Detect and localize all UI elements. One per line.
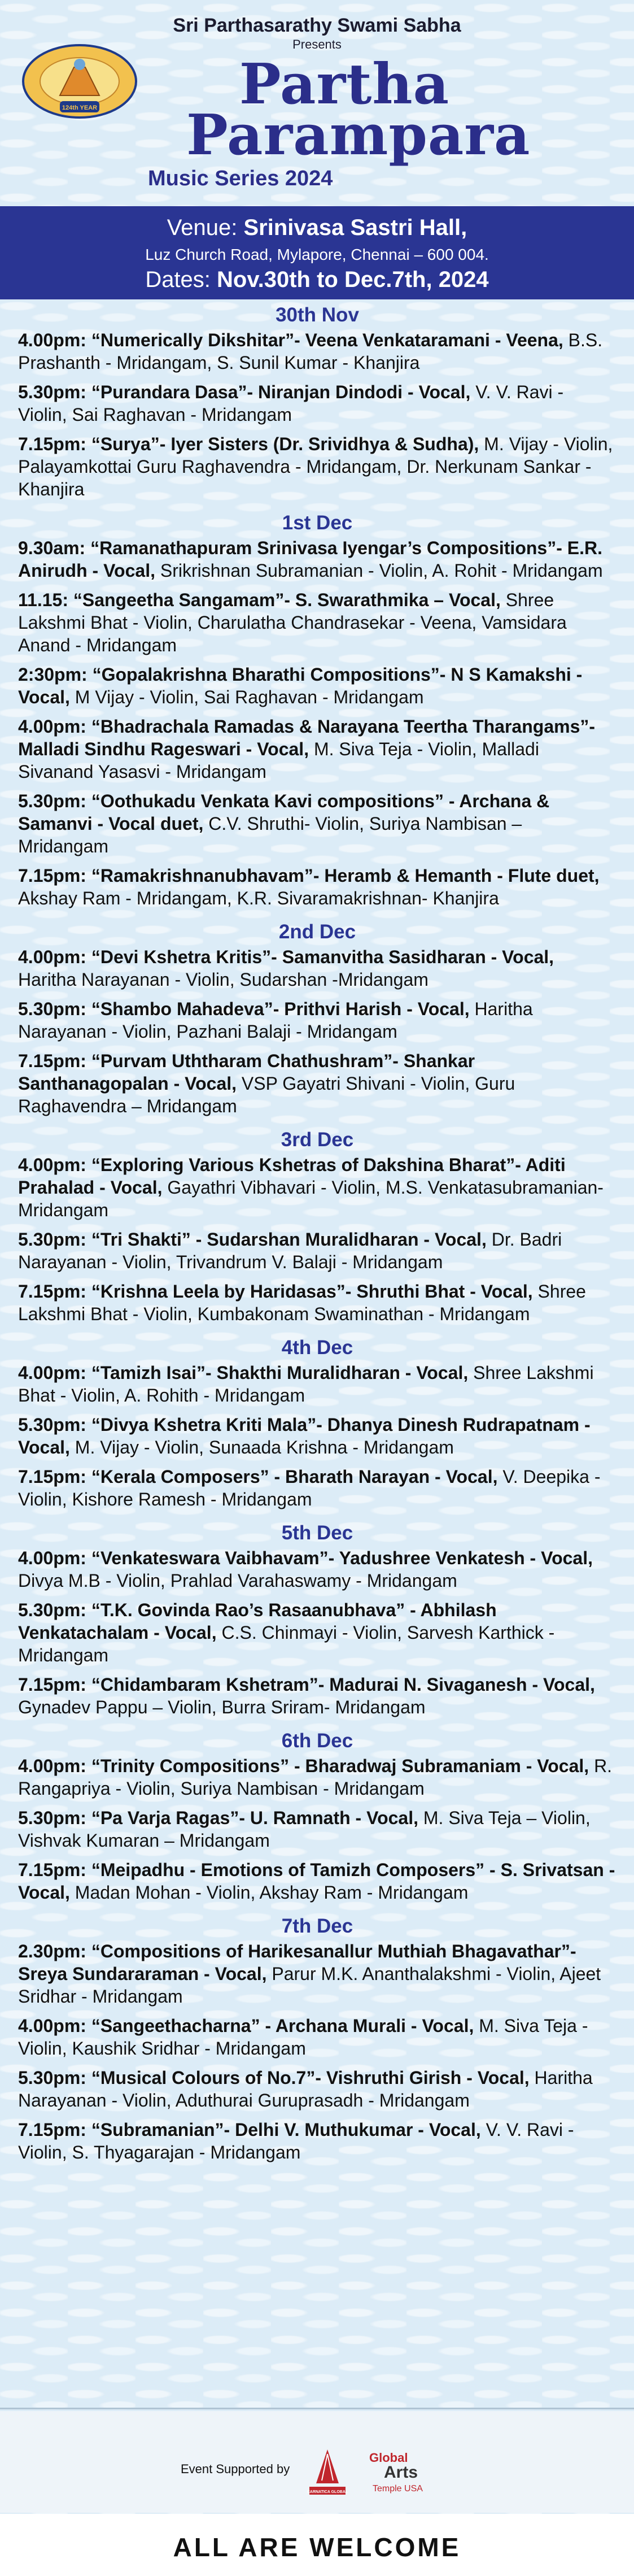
event-accompanists: Parur M.K. Ananthalakshmi - Violin, Ajeet Sridhar - Mridangam [18,1964,601,2007]
event-item [18,1859,616,1904]
event-title: 4.00pm: “Bhadrachala Ramadas & Narayana Teertha Tharangams”- Malladi Sindhu Rageswari - Vocal, [18,716,596,759]
event-accompanists: M. Siva Teja - Violin, Kaushik Sridhar - Mridangam [18,2016,588,2059]
event-accompanists: V. Deepika - Violin, Kishore Ramesh - Mridangam [18,1467,601,1509]
event-item [18,381,616,426]
title-line-2: Parampara [186,103,531,168]
event-item [18,1280,616,1325]
event-item [18,1807,616,1852]
day-section [18,1332,616,1511]
event-title: 9.30am: “Ramanathapuram Srinivasa Iyengar’s Compositions”- E.R. Anirudh - Vocal, [18,538,602,581]
day-title: 3rd Dec [281,1129,354,1151]
sabha-logo [20,42,139,121]
event-title: 7.15pm: “Purvam Uththaram Chathushram”- Shankar Santhanagopalan - Vocal, [18,1051,475,1094]
event-item [18,998,616,1043]
event-accompanists: M. Vijay - Violin, Palayamkottai Guru Raghavendra - Mridangam, Dr. Nerkunam Sankar - Khanjira [18,434,613,499]
program-schedule [18,299,616,2170]
title-line-1: Partha [239,52,450,117]
venue-band [0,206,634,299]
day-section [18,507,616,910]
dates-value: Nov.30th to Dec.7th, 2024 [217,267,489,292]
event-title: 5.30pm: “Musical Colours of No.7”- Vishruthi Girish - Vocal, [18,2068,530,2088]
header [0,0,634,206]
carnatica-label: CARNATICA GLOBAL [307,2490,348,2494]
event-accompanists: M. Siva Teja – Violin, Vishvak Kumaran – Mridangam [18,1808,591,1851]
event-accompanists: Gynadev Pappu – Violin, Burra Sriram- Mridangam [18,1697,426,1717]
event-title: 5.30pm: “Purandara Dasa”- Niranjan Dindodi - Vocal, [18,382,471,402]
event-item [18,1050,616,1117]
day-title: 2nd Dec [278,921,356,943]
global-arts-line-2: Arts [384,2463,418,2482]
dates-label: Dates: [145,267,217,292]
event-accompanists: M Vijay - Violin, Sai Raghavan - Mridangam [69,687,424,707]
event-item [18,1413,616,1459]
event-item [18,1361,616,1407]
event-accompanists: Madan Mohan - Violin, Akshay Ram - Mridangam [69,1882,469,1903]
page-title [186,52,531,168]
welcome-band [0,2514,634,2576]
event-item [18,1673,616,1718]
global-arts-line-3: Temple USA [373,2484,423,2494]
event-item [18,2118,616,2164]
event-item [18,2014,616,2060]
event-item [18,663,616,708]
event-item [18,790,616,858]
supported-by-label: Event Supported by [181,2462,290,2476]
sabha-name: Sri Parthasarathy Swami Sabha [173,15,461,36]
venue-address: Luz Church Road, Mylapore, Chennai – 600 004. [145,246,489,263]
event-title: 7.15pm: “Meipadhu - Emotions of Tamizh Composers” - S. Srivatsan - Vocal, [18,1860,615,1903]
venue-line [0,215,634,241]
event-accompanists: Haritha Narayanan - Violin, Aduthurai Guruprasadh - Mridangam [18,2068,593,2111]
event-title: 4.00pm: “Trinity Compositions” - Bharadwaj Subramaniam - Vocal, [18,1756,589,1776]
event-accompanists: Gayathri Vibhavari - Violin, M.S. Venkatasubramanian- Mridangam [18,1177,604,1220]
event-title: 5.30pm: “T.K. Govinda Rao’s Rasaanubhava” - Abhilash Venkatachalam - Vocal, [18,1600,497,1643]
event-title: 5.30pm: “Oothukadu Venkata Kavi compositions” - Archana & Samanvi - Vocal duet, [18,791,550,834]
event-item [18,1940,616,2008]
event-accompanists: Shree Lakshmi Bhat - Violin, Kumbakonam Swaminathan - Mridangam [18,1281,586,1324]
event-title: 5.30pm: “Divya Kshetra Kriti Mala”- Dhanya Dinesh Rudrapatnam - Vocal, [18,1415,591,1457]
event-title: 4.00pm: “Sangeethacharna” - Archana Murali - Vocal, [18,2016,474,2036]
event-title: 7.15pm: “Krishna Leela by Haridasas”- Shruthi Bhat - Vocal, [18,1281,533,1302]
event-accompanists: V. V. Ravi - Violin, Sai Raghavan - Mridangam [18,382,564,425]
event-accompanists: M. Vijay - Violin, Sunaada Krishna - Mridangam [69,1437,454,1457]
event-title: 4.00pm: “Devi Kshetra Kritis”- Samanvitha Sasidharan - Vocal, [18,947,554,967]
day-section [18,916,616,1117]
day-section [18,1725,616,1904]
event-item [18,1547,616,1592]
day-title: 7th Dec [281,1915,353,1937]
event-item [18,1154,616,1221]
event-title: 5.30pm: “Pa Varja Ragas”- U. Ramnath - Vocal, [18,1808,418,1828]
event-title: 4.00pm: “Venkateswara Vaibhavam”- Yadushree Venkatesh - Vocal, [18,1548,593,1568]
presents-text: Presents [292,37,342,51]
event-item [18,946,616,991]
event-accompanists: Divya M.B - Violin, Prahlad Varahaswamy - Mridangam [18,1570,457,1591]
event-accompanists: Haritha Narayanan - Violin, Pazhani Balaji - Mridangam [18,999,533,1042]
subtitle: Music Series 2024 [148,167,333,190]
event-title: 11.15: “Sangeetha Sangamam”- S. Swarathmika – Vocal, [18,590,501,610]
day-title: 30th Nov [276,304,359,326]
logo-badge: 124th YEAR [62,105,98,111]
event-item [18,433,616,501]
event-item [18,715,616,783]
event-accompanists: R. Rangapriya - Violin, Suriya Nambisan - Mridangam [18,1756,613,1799]
event-title: 4.00pm: “Tamizh Isai”- Shakthi Muralidharan - Vocal, [18,1363,469,1383]
event-accompanists: Dr. Badri Narayanan - Violin, Trivandrum V. Balaji - Mridangam [18,1229,562,1272]
event-accompanists: C.S. Chinmayi - Violin, Sarvesh Karthick - Mridangam [18,1622,555,1665]
event-title: 7.15pm: “Subramanian”- Delhi V. Muthukumar - Vocal, [18,2120,481,2140]
day-section [18,1124,616,1325]
footer [0,2411,634,2513]
global-arts-logo [367,2445,452,2496]
day-section [18,299,616,501]
event-title: 7.15pm: “Kerala Composers” - Bharath Narayan - Vocal, [18,1467,498,1487]
day-section [18,1911,616,2164]
event-accompanists: B.S. Prashanth - Mridangam, S. Sunil Kumar - Khanjira [18,330,603,373]
event-item [18,864,616,910]
event-title: 7.15pm: “Chidambaram Kshetram”- Madurai N. Sivaganesh - Vocal, [18,1674,595,1695]
event-accompanists: VSP Gayatri Shivani - Violin, Guru Raghavendra – Mridangam [18,1073,515,1116]
event-title: 7.15pm: “Ramakrishnanubhavam”- Heramb & Hemanth - Flute duet, [18,865,600,886]
event-item [18,329,616,374]
event-title: 4.00pm: “Exploring Various Kshetras of Dakshina Bharat”- Aditi Prahalad - Vocal, [18,1155,566,1198]
venue-label: Venue: [167,215,244,240]
event-item [18,2066,616,2112]
event-title: 2:30pm: “Gopalakrishna Bharathi Compositions”- N S Kamakshi - Vocal, [18,664,583,707]
global-arts-line-1: Global [369,2451,408,2465]
event-item [18,537,616,582]
event-accompanists: Shree Lakshmi Bhat - Violin, Charulatha Chandrasekar - Veena, Vamsidara Anand - Mridangam [18,590,567,655]
event-accompanists: Srikrishnan Subramanian - Violin, A. Rohit - Mridangam [155,560,603,581]
event-item [18,1465,616,1511]
event-accompanists: M. Siva Teja - Violin, Malladi Sivanand Yasasvi - Mridangam [18,739,539,782]
event-accompanists: Akshay Ram - Mridangam, K.R. Sivaramakrishnan- Khanjira [18,888,499,908]
welcome-text: ALL ARE WELCOME [173,2533,461,2562]
event-item [18,1755,616,1800]
event-title: 4.00pm: “Numerically Dikshitar”- Veena Venkataramani - Veena, [18,330,563,350]
footer-divider [0,2408,634,2409]
carnatica-logo [305,2444,350,2500]
event-accompanists: Haritha Narayanan - Violin, Sudarshan -Mridangam [18,969,429,990]
event-accompanists: C.V. Shruthi- Violin, Suriya Nambisan – Mridangam [18,813,522,856]
venue-hall: Srinivasa Sastri Hall, [243,215,467,240]
event-item [18,1599,616,1666]
day-title: 6th Dec [281,1730,353,1752]
event-title: 5.30pm: “Tri Shakti” - Sudarshan Muralidharan - Vocal, [18,1229,487,1250]
event-title: 5.30pm: “Shambo Mahadeva”- Prithvi Harish - Vocal, [18,999,470,1019]
event-item [18,1228,616,1273]
day-title: 1st Dec [282,512,353,534]
day-title: 4th Dec [281,1337,353,1359]
event-accompanists: Shree Lakshmi Bhat - Violin, A. Rohith - Mridangam [18,1363,594,1406]
day-title: 5th Dec [281,1522,353,1544]
day-section [18,1517,616,1718]
event-title: 7.15pm: “Surya”- Iyer Sisters (Dr. Srividhya & Sudha), [18,434,479,454]
dates-line [0,267,634,293]
event-accompanists: V. V. Ravi - Violin, S. Thyagarajan - Mridangam [18,2120,574,2162]
event-title: 2.30pm: “Compositions of Harikesanallur Muthiah Bhagavathar”- Sreya Sundararaman - Vocal, [18,1941,576,1984]
event-item [18,589,616,656]
